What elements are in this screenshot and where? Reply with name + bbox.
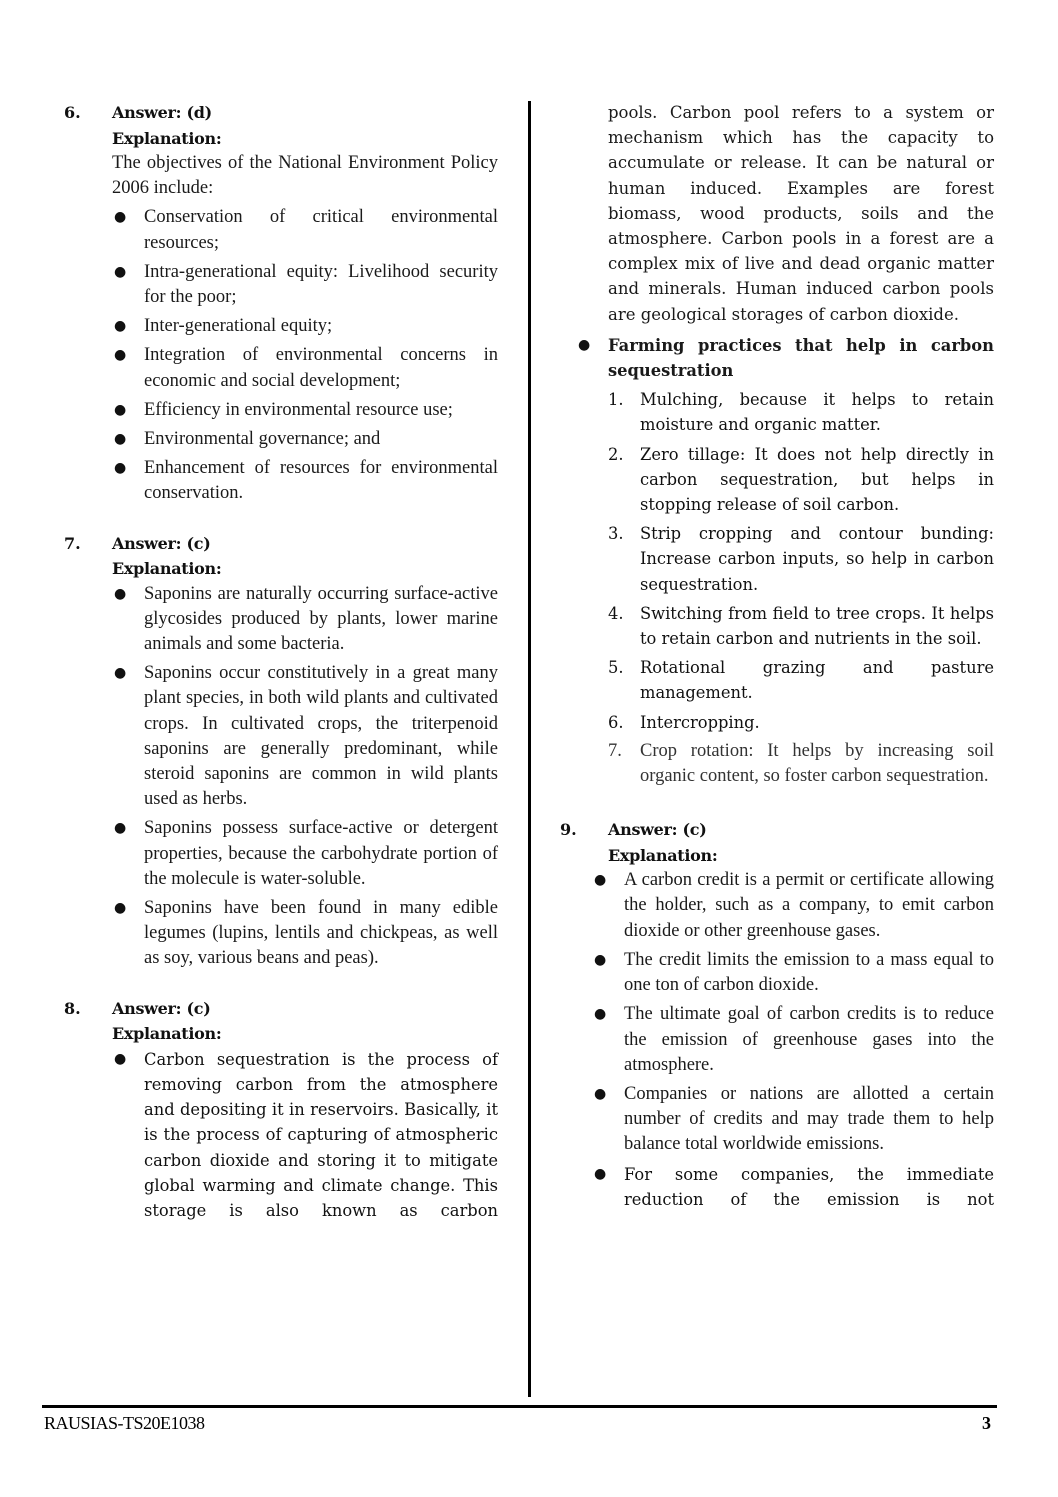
bullet-icon: ● [594, 872, 607, 889]
bullet-icon: ● [114, 900, 127, 917]
answer-label: Answer: (c) [608, 820, 707, 840]
bullet-icon: ● [114, 263, 127, 280]
bullet-icon: ● [114, 665, 127, 682]
list-item: 4. Switching from field to tree crops. It helps to retain carbon and nutrients in the soil. [608, 603, 994, 649]
list-item: ● A carbon credit is a permit or certificate allowing the holder, such as a company, to emit carbon dioxide or other greenhouse gases. [594, 870, 994, 941]
bullet-icon: ● [578, 336, 591, 353]
list-item: ● For some companies, the immediate reduction of the emission is not [592, 1162, 994, 1212]
list-item: ● The credit limits the emission to a mass equal to one ton of carbon dioxide. [594, 949, 994, 996]
question-number: 8. [64, 998, 81, 1018]
left-column [64, 100, 498, 1227]
list-item: 6. Intercropping. [608, 712, 760, 732]
list-item: ● Conservation of critical environmental resources; [114, 207, 498, 253]
bullet-list [112, 205, 498, 506]
list-item: ● Carbon sequestration is the process of removing carbon from the atmosphere and depositing it in reservoirs. Basically, it is the process of capturing of atmospheric carbon dioxide and storing it to mitigate global warming and climate change. This storage is also known as carbon [112, 1047, 498, 1223]
list-item: 7. Crop rotation: It helps by increasing soil organic content, so foster carbon sequestration. [608, 740, 994, 787]
bullet-icon: ● [114, 347, 127, 364]
answer-label: Answer: (c) [112, 998, 211, 1018]
list-item: ● Enhancement of resources for environmental conservation. [114, 458, 498, 504]
column-divider [528, 101, 531, 1397]
bullet-icon: ● [114, 460, 127, 477]
list-item: ● Efficiency in environmental resource use; [112, 398, 498, 423]
bullet-list [592, 868, 994, 1212]
list-item: ● Integration of environmental concerns in economic and social development; [114, 345, 498, 391]
list-item: 5. Rotational grazing and pasture management. [608, 658, 994, 703]
question-9 [560, 817, 994, 1212]
bullet-icon: ● [114, 318, 127, 335]
farming-practices-list [608, 387, 994, 789]
footer-rule [42, 1405, 997, 1408]
bullet-icon: ● [114, 1050, 127, 1067]
bullet-icon: ● [114, 209, 127, 226]
bullet-icon: ● [594, 1165, 607, 1182]
list-item: ● Intra-generational equity: Livelihood security for the poor; [114, 261, 498, 308]
list-item: ● Saponins possess surface-active or detergent properties, because the carbohydrate portion of the molecule is water-soluble. [114, 818, 498, 889]
list-item: ● Saponins have been found in many edible legumes (lupins, lentils and chickpeas, as well as soy, various beans and peas). [114, 898, 498, 969]
question-number: 9. [560, 820, 577, 840]
answer-label: Answer: (d) [112, 103, 212, 122]
list-item: ● Saponins are naturally occurring surface-active glycosides produced by plants, lower marine animals and some bacteria. [114, 583, 498, 655]
bullet-icon: ● [114, 401, 127, 418]
list-item: ● Environmental governance; and [112, 427, 498, 452]
answer-label: Answer: (c) [112, 533, 211, 553]
bullet-list [112, 1047, 498, 1223]
bullet-icon: ● [594, 1085, 607, 1102]
list-item: ● The ultimate goal of carbon credits is to reduce the emission of greenhouse gases into the atmosphere. [594, 1004, 994, 1075]
question-8-continued [560, 100, 994, 789]
bullet-icon: ● [114, 585, 127, 602]
list-item: 3. Strip cropping and contour bunding: Increase carbon inputs, so help in carbon sequestration. [608, 524, 994, 594]
explanation-label: Explanation: [112, 128, 222, 148]
question-7 [64, 531, 498, 972]
question-6 [64, 100, 498, 507]
list-item: ● Inter-generational equity; [112, 314, 498, 339]
bullet-icon: ● [594, 1006, 607, 1023]
list-item: ● Companies or nations are allotted a certain number of credits and may trade them to help balance total worldwide emissions. [594, 1083, 994, 1155]
question-number: 7. [64, 533, 81, 553]
right-column [560, 100, 994, 1216]
list-item: ● Farming practices that help in carbon sequestration [576, 333, 994, 383]
document-code: RAUSIAS-TS20E1038 [44, 1413, 205, 1433]
bullet-icon: ● [594, 951, 607, 968]
bullet-list [112, 582, 498, 972]
explanation-label: Explanation: [608, 845, 718, 865]
explanation-label: Explanation: [112, 1024, 222, 1044]
bullet-icon: ● [114, 820, 127, 837]
bullet-icon: ● [114, 431, 127, 448]
list-item: ● Saponins occur constitutively in a great many plant species, in both wild plants and cultivated crops. In cultivated crops, the triterpenoid saponins are generally predominant, while steroid saponins are common in wild plants used as herbs. [114, 663, 498, 810]
question-number: 6. [64, 103, 81, 122]
explanation-label: Explanation: [112, 559, 222, 579]
list-item: 2. Zero tillage: It does not help directly in carbon sequestration, but helps in stopping release of soil carbon. [608, 444, 994, 515]
page-number: 3 [982, 1413, 991, 1433]
intro-paragraph: The objectives of the National Environment Policy 2006 include: [112, 153, 498, 199]
farming-practices-heading-list [576, 333, 994, 383]
carbon-pool-paragraph: pools. Carbon pool refers to a system or mechanism which has the capacity to accumulate or release. It can be natural or human induced. Examples are forest biomass, wood products, soils and the atmosphere. Carbon pools in a forest are a complex mix of live and dead organic matter and minerals. Human induced carbon pools are geological storages of carbon dioxide. [608, 103, 994, 324]
list-item: 1. Mulching, because it helps to retain moisture and organic matter. [608, 390, 994, 435]
question-8 [64, 996, 498, 1223]
